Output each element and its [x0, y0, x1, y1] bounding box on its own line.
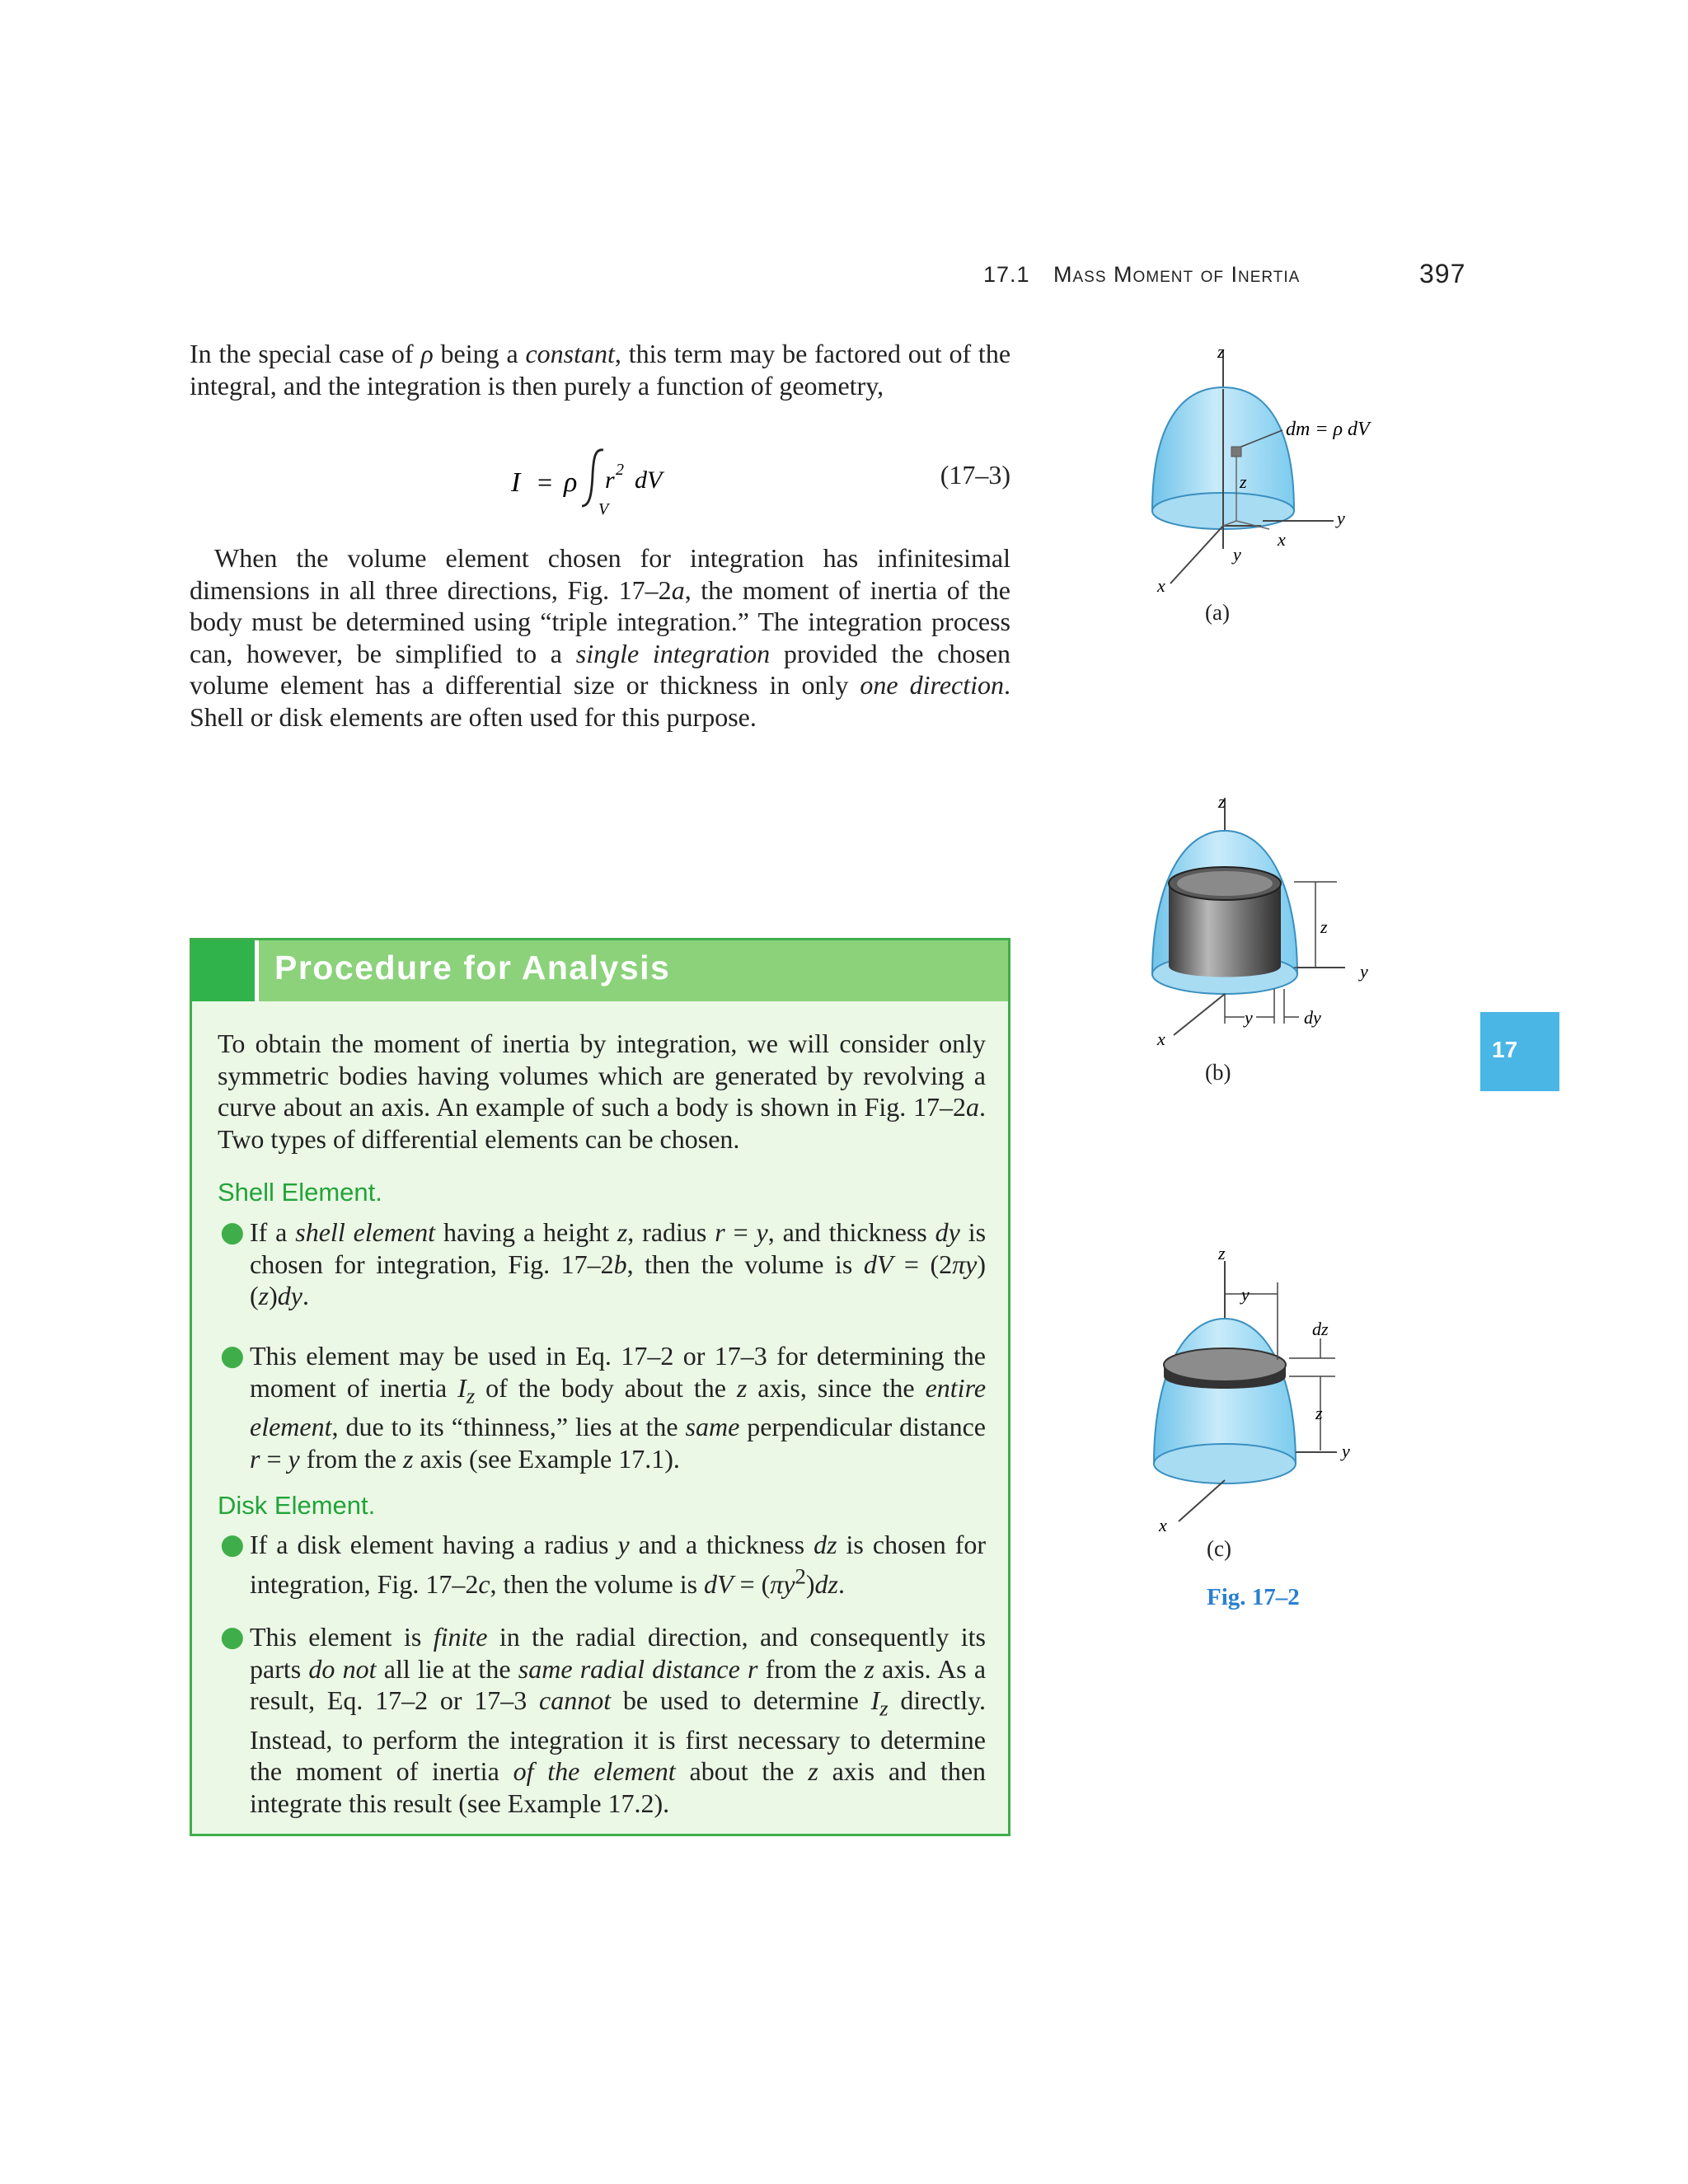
shell-element-heading: Shell Element.	[218, 1178, 382, 1207]
fig-c-z-axis: z	[1218, 1243, 1226, 1263]
page-number: 397	[1419, 259, 1466, 288]
chapter-number: 17	[1492, 1037, 1518, 1062]
figure-caption: Fig. 17–2	[1207, 1584, 1300, 1610]
bullet-text: If a disk element having a radius y and a thickness dz is chosen for integration, Fig. 17–2c, then the volume is dV = $(\pi y^2)dz$.	[250, 1530, 987, 1600]
disk-bullet-1	[220, 1528, 987, 1601]
bullet-icon: ●	[220, 1339, 245, 1372]
fig-c-y-dim: y	[1241, 1284, 1250, 1305]
figure-label-b: (b)	[1205, 1060, 1231, 1085]
fig-a-y-inner: y	[1233, 544, 1241, 565]
fig-c-y-axis: y	[1342, 1441, 1350, 1461]
eq-power: 2	[616, 461, 624, 479]
dome-volume-element-diagram	[1121, 338, 1434, 651]
disk-bullet-2	[220, 1620, 987, 1819]
disk-element-heading: Disk Element.	[218, 1491, 376, 1520]
eq-lhs: I	[511, 467, 521, 498]
bullet-icon: ●	[220, 1528, 245, 1561]
bullet-text: This element is finite in the radial direction, and consequently its parts do not all lie at the same radial distance r from the z axis. As a result, Eq. 17–2 or 17–3 cannot be used to determine $I_z$ directly. Instead, to perform the integration it is first necessary to determine the moment of inertia of the element about the z axis and then integrate this result (see Example 17.2).	[250, 1622, 987, 1818]
procedure-box	[190, 938, 1010, 1836]
equation-graphic	[503, 435, 1010, 518]
fig-a-y-axis: y	[1337, 508, 1345, 528]
eq-equals: =	[536, 467, 554, 497]
fig-a-x-inner: x	[1278, 529, 1286, 550]
eq-dv: dV	[635, 466, 663, 494]
integral-sign	[582, 450, 603, 506]
disk-element-diagram	[1121, 1236, 1434, 1566]
procedure-header	[192, 940, 1008, 1001]
eq-limit: V	[598, 500, 609, 518]
fig-a-dm-label: dm = ρ dV	[1286, 419, 1370, 440]
bullet-text: If a shell element having a height z, radius r = y, and thickness dy is chosen for integration, Fig. 17–2b, then the volume is dV = (2πy)(z)dy.	[250, 1217, 987, 1310]
section-number: 17.1	[983, 262, 1030, 287]
equation-number: (17–3)	[940, 460, 1010, 490]
bullet-icon: ●	[220, 1216, 245, 1249]
section-title: Mass Moment of Inertia	[1053, 262, 1301, 287]
body-paragraph: When the volume element chosen for integration has infinitesimal dimensions in all three directions, Fig. 17–2a, the moment of inertia of the body must be determined using “triple integration.” The integration process can, however, be simplified to a single integration provided the chosen volume element has a differential size or thickness in only one direction. Shell or disk elements are often used for this purpose.	[190, 543, 1011, 732]
fig-c-dz-label: dz	[1312, 1319, 1329, 1339]
figure-label-a: (a)	[1205, 600, 1230, 625]
fig-b-dy-label: dy	[1304, 1007, 1321, 1028]
intro-paragraph: In the special case of ρ being a constant, this term may be factored out of the integral, and the integration is then purely a function of geometry,	[190, 339, 1011, 401]
shell-bullet-1	[220, 1216, 987, 1312]
bullet-icon: ●	[220, 1620, 245, 1653]
fig-a-z-axis: z	[1217, 341, 1225, 362]
equation-17-3	[503, 435, 1010, 518]
fig-b-z-axis: z	[1218, 791, 1226, 812]
fig-b-z-dim: z	[1320, 916, 1328, 937]
fig-a-z-inner: z	[1240, 471, 1247, 492]
procedure-intro: To obtain the moment of inertia by integration, we will consider only symmetric bodies having volumes which are generated by revolving a curve about an axis. An example of such a body is shown in Fig. 17–2a. Two types of differential elements can be chosen.	[218, 1029, 986, 1154]
chapter-tab	[1480, 1012, 1559, 1091]
fig-b-x-axis: x	[1157, 1029, 1165, 1049]
fig-a-x-axis: x	[1157, 575, 1165, 596]
fig-c-z-dim: z	[1315, 1403, 1323, 1423]
bullet-text: This element may be used in Eq. 17–2 or 17–3 for determining the moment of inertia $I_z$ of the body about the z axis, since the entire element, due to its “thinness,” lies at the same perpendicular distance r = y from the z axis (see Example 17.1).	[250, 1341, 987, 1474]
fig-c-x-axis: x	[1159, 1515, 1167, 1535]
figure-17-2a	[1121, 338, 1434, 651]
shell-element-diagram	[1121, 783, 1434, 1104]
figure-label-c: (c)	[1207, 1536, 1231, 1561]
eq-integrand: r	[605, 466, 615, 494]
eq-rho: ρ	[564, 467, 578, 498]
procedure-title: Procedure for Analysis	[274, 949, 671, 987]
fig-b-y-dim: y	[1245, 1007, 1253, 1028]
figure-17-2b	[1121, 783, 1434, 1104]
fig-b-y-axis: y	[1360, 961, 1368, 982]
shell-bullet-2	[220, 1339, 987, 1474]
figure-17-2c	[1121, 1236, 1434, 1566]
procedure-tab-accent	[192, 940, 259, 1001]
